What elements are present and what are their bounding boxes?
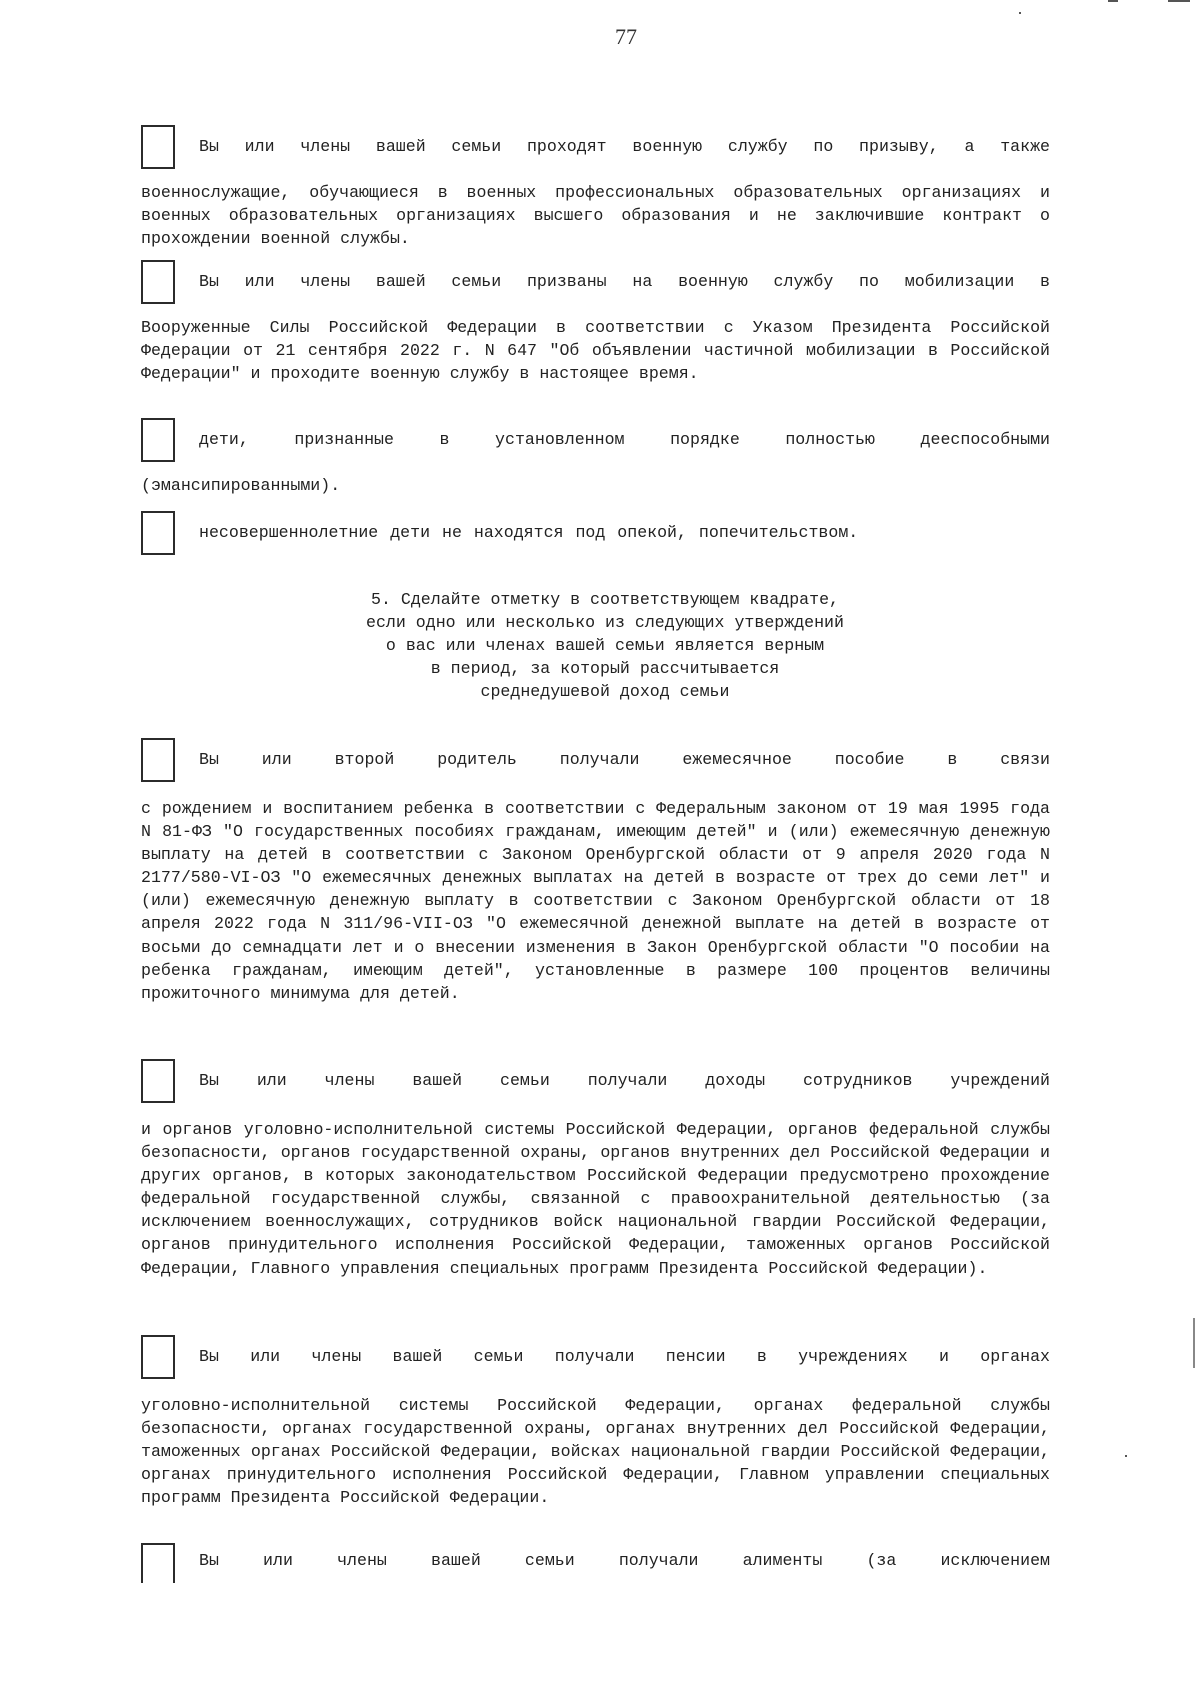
- item-first-line: Вы или члены вашей семьи получали доходы сотрудников учреждений: [199, 1071, 1050, 1090]
- checkbox-pensions[interactable]: [141, 1335, 175, 1379]
- heading-line: 5. Сделайте отметку в соответствующем квадрате,: [370, 590, 840, 609]
- scan-artifact: [1019, 12, 1021, 14]
- item-continuation: (эмансипированными).: [141, 476, 341, 495]
- checkbox-military-conscription[interactable]: [141, 125, 175, 169]
- checkbox-law-enforcement-income[interactable]: [141, 1059, 175, 1103]
- checkbox-emancipated-children[interactable]: [141, 418, 175, 462]
- item-continuation: Вооруженные Силы Российской Федерации в соответствии с Указом Президента Российской Федерации от 21 сентября 2022 г. N 647 "Об объявлении частичной мобилизации в Российской Федерации" и проходите военную службу в настоящее время.: [141, 318, 1050, 384]
- item-first-line: Вы или члены вашей семьи проходят военную службу по призыву, а также: [199, 137, 1050, 156]
- item-continuation: с рождением и воспитанием ребенка в соответствии с Федеральным законом от 19 мая 1995 года N 81-ФЗ "О государственных пособиях гражданам, имеющим детей" и (или) ежемесячную денежную выплату на детей в соответствии с Законом Оренбургской области от 9 апреля 2020 года N 2177/580-VI-ОЗ "О ежемесячных денежных выплатах на детей в возрасте от трех до семи лет" и (или) ежемесячную денежную выплату в соответствии с Законом Оренбургской области от 18 апреля 2022 года N 311/96-VII-ОЗ "О ежемесячной денежной выплате на детей в возрасте от восьми до семнадцати лет и о внесении изменения в Закон Оренбургской области "О пособии на ребенка гражданам, имеющим детей", установленные в размере 100 процентов величины прожиточного минимума для детей.: [141, 799, 1050, 1003]
- checkbox-child-benefit[interactable]: [141, 738, 175, 782]
- item-first-line: Вы или члены вашей семьи призваны на военную службу по мобилизации в: [199, 272, 1050, 291]
- item-continuation: уголовно-исполнительной системы Российской Федерации, органах федеральной службы безопасности, органах государственной охраны, органах внутренних дел Российской Федерации, таможенных органах Российской Федерации, войсках национальной гвардии Российской Федерации, органах принудительного исполнения Российской Федерации, Главном управлении специальных программ Президента Российской Федерации.: [141, 1396, 1050, 1508]
- item-first-line: дети, признанные в установленном порядке полностью дееспособными: [199, 430, 1050, 449]
- section-5-heading: [280, 588, 930, 703]
- heading-line: если одно или несколько из следующих утверждений: [366, 613, 844, 633]
- scan-artifact: [1168, 0, 1190, 2]
- item-continuation: военнослужащие, обучающиеся в военных профессиональных образовательных организациях и военных образовательных организациях высшего образования и не заключившие контракт о прохождении военной службы.: [141, 183, 1050, 249]
- item-first-line: Вы или второй родитель получали ежемесячное пособие в связи: [199, 750, 1050, 769]
- checkbox-no-guardianship[interactable]: [141, 511, 175, 555]
- item-first-line: Вы или члены вашей семьи получали пенсии в учреждениях и органах: [199, 1347, 1050, 1366]
- page-number: 77: [615, 24, 637, 49]
- scan-artifact: [1193, 1318, 1195, 1368]
- heading-line: о вас или членах вашей семьи является верным: [385, 636, 825, 656]
- scan-artifact: [1125, 1455, 1127, 1457]
- item-first-line: несовершеннолетние дети не находятся под опекой, попечительством.: [199, 523, 859, 542]
- item-continuation: и органов уголовно-исполнительной системы Российской Федерации, органов федеральной службы безопасности, органов государственной охраны, органов внутренних дел Российской Федерации и других органов, в которых законодательством Российской Федерации предусмотрено прохождение федеральной государственной службы, связанной с правоохранительной деятельностью (за исключением военнослужащих, сотрудников войск национальной гвардии Российской Федерации, органов принудительного исполнения Российской Федерации, таможенных органов Российской Федерации, Главного управления специальных программ Президента Российской Федерации).: [141, 1120, 1050, 1278]
- scan-artifact: [1108, 0, 1118, 2]
- item-first-line: Вы или члены вашей семьи получали алименты (за исключением: [199, 1551, 1050, 1570]
- heading-line: в период, за который рассчитывается: [430, 659, 780, 679]
- checkbox-alimony[interactable]: [141, 1543, 175, 1583]
- heading-line: среднедушевой доход семьи: [480, 682, 730, 702]
- checkbox-mobilization[interactable]: [141, 260, 175, 304]
